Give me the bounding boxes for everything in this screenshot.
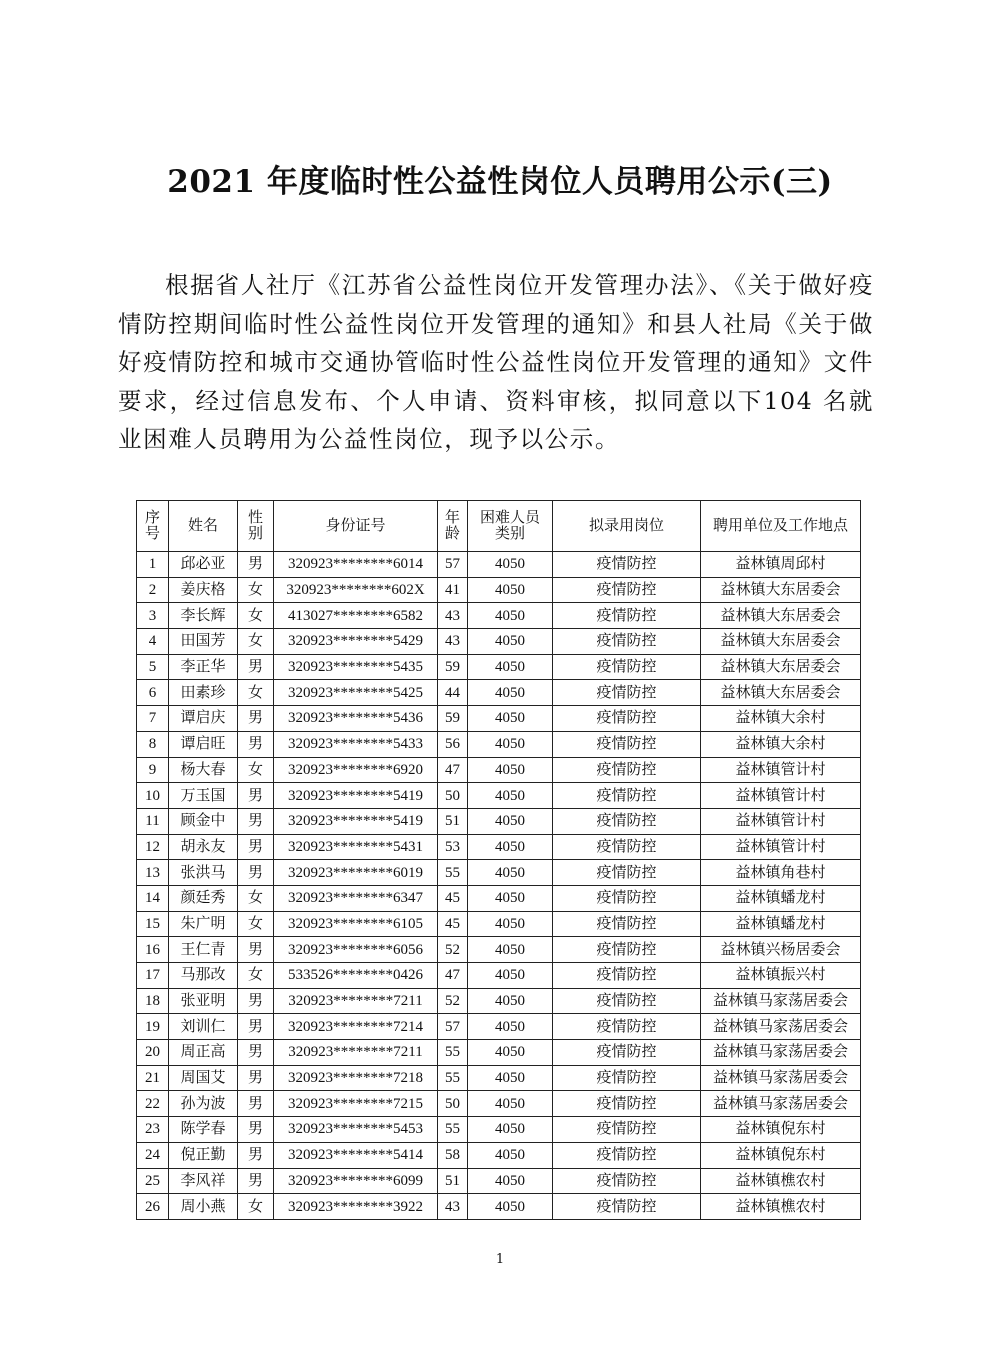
cell-index: 16 bbox=[137, 937, 169, 963]
cell-employer: 益林镇管计村 bbox=[701, 783, 861, 809]
cell-category: 4050 bbox=[468, 911, 553, 937]
cell-gender: 男 bbox=[238, 834, 274, 860]
cell-id-number: 320923********5419 bbox=[274, 808, 438, 834]
cell-position: 疫情防控 bbox=[553, 603, 701, 629]
cell-index: 4 bbox=[137, 629, 169, 655]
cell-employer: 益林镇大东居委会 bbox=[701, 654, 861, 680]
cell-employer: 益林镇樵农村 bbox=[701, 1194, 861, 1220]
cell-index: 23 bbox=[137, 1117, 169, 1143]
cell-position: 疫情防控 bbox=[553, 629, 701, 655]
cell-category: 4050 bbox=[468, 808, 553, 834]
cell-id-number: 320923********5433 bbox=[274, 731, 438, 757]
table-row bbox=[137, 808, 861, 834]
table-row bbox=[137, 1168, 861, 1194]
cell-age: 50 bbox=[438, 1091, 468, 1117]
cell-index: 9 bbox=[137, 757, 169, 783]
table-row bbox=[137, 1091, 861, 1117]
cell-category: 4050 bbox=[468, 834, 553, 860]
cell-id-number: 320923********7215 bbox=[274, 1091, 438, 1117]
cell-index: 20 bbox=[137, 1040, 169, 1066]
table-row bbox=[137, 577, 861, 603]
cell-category: 4050 bbox=[468, 783, 553, 809]
cell-category: 4050 bbox=[468, 1091, 553, 1117]
cell-gender: 女 bbox=[238, 680, 274, 706]
cell-age: 56 bbox=[438, 731, 468, 757]
cell-age: 47 bbox=[438, 963, 468, 989]
cell-age: 53 bbox=[438, 834, 468, 860]
cell-index: 15 bbox=[137, 911, 169, 937]
cell-gender: 男 bbox=[238, 654, 274, 680]
cell-employer: 益林镇兴杨居委会 bbox=[701, 937, 861, 963]
cell-gender: 女 bbox=[238, 885, 274, 911]
cell-name: 姜庆格 bbox=[169, 577, 238, 603]
cell-employer: 益林镇大东居委会 bbox=[701, 680, 861, 706]
personnel-table bbox=[136, 500, 861, 1220]
table-row bbox=[137, 963, 861, 989]
cell-position: 疫情防控 bbox=[553, 757, 701, 783]
cell-name: 田素珍 bbox=[169, 680, 238, 706]
table-row bbox=[137, 757, 861, 783]
cell-category: 4050 bbox=[468, 1194, 553, 1220]
cell-category: 4050 bbox=[468, 963, 553, 989]
cell-name: 刘训仁 bbox=[169, 1014, 238, 1040]
cell-age: 43 bbox=[438, 1194, 468, 1220]
cell-index: 22 bbox=[137, 1091, 169, 1117]
cell-index: 3 bbox=[137, 603, 169, 629]
cell-position: 疫情防控 bbox=[553, 731, 701, 757]
cell-age: 51 bbox=[438, 808, 468, 834]
cell-id-number: 533526********0426 bbox=[274, 963, 438, 989]
cell-name: 谭启旺 bbox=[169, 731, 238, 757]
cell-age: 58 bbox=[438, 1142, 468, 1168]
cell-position: 疫情防控 bbox=[553, 680, 701, 706]
cell-name: 周小燕 bbox=[169, 1194, 238, 1220]
cell-category: 4050 bbox=[468, 1117, 553, 1143]
cell-category: 4050 bbox=[468, 577, 553, 603]
cell-age: 57 bbox=[438, 1014, 468, 1040]
cell-name: 王仁青 bbox=[169, 937, 238, 963]
cell-name: 李正华 bbox=[169, 654, 238, 680]
cell-category: 4050 bbox=[468, 603, 553, 629]
cell-age: 59 bbox=[438, 706, 468, 732]
cell-category: 4050 bbox=[468, 731, 553, 757]
table-row bbox=[137, 834, 861, 860]
cell-position: 疫情防控 bbox=[553, 860, 701, 886]
cell-gender: 女 bbox=[238, 629, 274, 655]
cell-employer: 益林镇倪东村 bbox=[701, 1142, 861, 1168]
cell-category: 4050 bbox=[468, 1040, 553, 1066]
table-row bbox=[137, 988, 861, 1014]
cell-position: 疫情防控 bbox=[553, 1040, 701, 1066]
cell-index: 12 bbox=[137, 834, 169, 860]
cell-name: 谭启庆 bbox=[169, 706, 238, 732]
cell-name: 孙为波 bbox=[169, 1091, 238, 1117]
header-employer: 聘用单位及工作地点 bbox=[701, 501, 861, 552]
cell-gender: 男 bbox=[238, 988, 274, 1014]
cell-position: 疫情防控 bbox=[553, 808, 701, 834]
cell-index: 5 bbox=[137, 654, 169, 680]
cell-name: 胡永友 bbox=[169, 834, 238, 860]
cell-name: 李长辉 bbox=[169, 603, 238, 629]
cell-position: 疫情防控 bbox=[553, 552, 701, 578]
notice-paragraph: 根据省人社厅《江苏省公益性岗位开发管理办法》、《关于做好疫情防控期间临时性公益性岗位开发管理的通知》和县人社局《关于做好疫情防控和城市交通协管临时性公益性岗位开发管理的通知》文件要求，经过信息发布、个人申请、资料审核，拟同意以下104 名就业困难人员聘用为公益性岗位，现予以公示。 bbox=[118, 271, 874, 453]
cell-name: 顾金中 bbox=[169, 808, 238, 834]
cell-category: 4050 bbox=[468, 706, 553, 732]
cell-index: 11 bbox=[137, 808, 169, 834]
header-position: 拟录用岗位 bbox=[553, 501, 701, 552]
cell-index: 24 bbox=[137, 1142, 169, 1168]
cell-index: 21 bbox=[137, 1065, 169, 1091]
cell-age: 43 bbox=[438, 629, 468, 655]
cell-id-number: 320923********5431 bbox=[274, 834, 438, 860]
cell-employer: 益林镇角巷村 bbox=[701, 860, 861, 886]
cell-age: 41 bbox=[438, 577, 468, 603]
cell-index: 8 bbox=[137, 731, 169, 757]
table-row bbox=[137, 860, 861, 886]
cell-id-number: 320923********6347 bbox=[274, 885, 438, 911]
cell-position: 疫情防控 bbox=[553, 1168, 701, 1194]
cell-employer: 益林镇马家荡居委会 bbox=[701, 1040, 861, 1066]
cell-position: 疫情防控 bbox=[553, 1194, 701, 1220]
cell-name: 李风祥 bbox=[169, 1168, 238, 1194]
cell-employer: 益林镇大东居委会 bbox=[701, 603, 861, 629]
cell-id-number: 320923********5425 bbox=[274, 680, 438, 706]
cell-gender: 男 bbox=[238, 808, 274, 834]
cell-id-number: 320923********6099 bbox=[274, 1168, 438, 1194]
cell-id-number: 320923********6105 bbox=[274, 911, 438, 937]
table-row bbox=[137, 1014, 861, 1040]
cell-position: 疫情防控 bbox=[553, 1142, 701, 1168]
cell-age: 55 bbox=[438, 1065, 468, 1091]
cell-employer: 益林镇倪东村 bbox=[701, 1117, 861, 1143]
table-row bbox=[137, 885, 861, 911]
cell-id-number: 320923********5436 bbox=[274, 706, 438, 732]
cell-gender: 女 bbox=[238, 603, 274, 629]
table-row bbox=[137, 911, 861, 937]
cell-position: 疫情防控 bbox=[553, 654, 701, 680]
cell-id-number: 320923********5419 bbox=[274, 783, 438, 809]
cell-id-number: 320923********5414 bbox=[274, 1142, 438, 1168]
cell-name: 周正高 bbox=[169, 1040, 238, 1066]
table-row bbox=[137, 1065, 861, 1091]
header-name: 姓名 bbox=[169, 501, 238, 552]
table-row bbox=[137, 1117, 861, 1143]
cell-name: 倪正勤 bbox=[169, 1142, 238, 1168]
cell-age: 43 bbox=[438, 603, 468, 629]
cell-age: 44 bbox=[438, 680, 468, 706]
cell-gender: 男 bbox=[238, 1040, 274, 1066]
cell-index: 1 bbox=[137, 552, 169, 578]
cell-category: 4050 bbox=[468, 860, 553, 886]
table-row bbox=[137, 731, 861, 757]
cell-position: 疫情防控 bbox=[553, 1091, 701, 1117]
cell-name: 颜廷秀 bbox=[169, 885, 238, 911]
cell-position: 疫情防控 bbox=[553, 706, 701, 732]
cell-index: 14 bbox=[137, 885, 169, 911]
cell-category: 4050 bbox=[468, 629, 553, 655]
cell-age: 45 bbox=[438, 885, 468, 911]
cell-age: 55 bbox=[438, 1117, 468, 1143]
cell-employer: 益林镇大余村 bbox=[701, 731, 861, 757]
cell-age: 57 bbox=[438, 552, 468, 578]
cell-category: 4050 bbox=[468, 988, 553, 1014]
cell-id-number: 320923********6056 bbox=[274, 937, 438, 963]
cell-age: 50 bbox=[438, 783, 468, 809]
cell-id-number: 320923********5453 bbox=[274, 1117, 438, 1143]
cell-gender: 男 bbox=[238, 1091, 274, 1117]
cell-name: 张亚明 bbox=[169, 988, 238, 1014]
cell-gender: 男 bbox=[238, 783, 274, 809]
cell-gender: 男 bbox=[238, 1168, 274, 1194]
cell-category: 4050 bbox=[468, 1142, 553, 1168]
cell-employer: 益林镇马家荡居委会 bbox=[701, 1014, 861, 1040]
cell-age: 47 bbox=[438, 757, 468, 783]
cell-category: 4050 bbox=[468, 1014, 553, 1040]
cell-index: 10 bbox=[137, 783, 169, 809]
cell-name: 张洪马 bbox=[169, 860, 238, 886]
cell-category: 4050 bbox=[468, 937, 553, 963]
table-row bbox=[137, 654, 861, 680]
table-header-row bbox=[137, 501, 861, 552]
cell-index: 17 bbox=[137, 963, 169, 989]
cell-position: 疫情防控 bbox=[553, 783, 701, 809]
cell-employer: 益林镇周邱村 bbox=[701, 552, 861, 578]
cell-gender: 女 bbox=[238, 963, 274, 989]
cell-position: 疫情防控 bbox=[553, 885, 701, 911]
cell-gender: 女 bbox=[238, 911, 274, 937]
cell-id-number: 320923********6019 bbox=[274, 860, 438, 886]
cell-age: 52 bbox=[438, 937, 468, 963]
table-row bbox=[137, 937, 861, 963]
cell-position: 疫情防控 bbox=[553, 963, 701, 989]
cell-id-number: 320923********5435 bbox=[274, 654, 438, 680]
cell-employer: 益林镇大东居委会 bbox=[701, 629, 861, 655]
cell-employer: 益林镇马家荡居委会 bbox=[701, 988, 861, 1014]
cell-age: 51 bbox=[438, 1168, 468, 1194]
cell-gender: 男 bbox=[238, 860, 274, 886]
cell-index: 6 bbox=[137, 680, 169, 706]
cell-position: 疫情防控 bbox=[553, 577, 701, 603]
table-row bbox=[137, 1142, 861, 1168]
cell-category: 4050 bbox=[468, 885, 553, 911]
cell-position: 疫情防控 bbox=[553, 1117, 701, 1143]
table-row bbox=[137, 1040, 861, 1066]
cell-index: 25 bbox=[137, 1168, 169, 1194]
cell-position: 疫情防控 bbox=[553, 937, 701, 963]
cell-index: 26 bbox=[137, 1194, 169, 1220]
cell-name: 万玉国 bbox=[169, 783, 238, 809]
cell-name: 朱广明 bbox=[169, 911, 238, 937]
cell-id-number: 413027********6582 bbox=[274, 603, 438, 629]
page-number: 1 bbox=[495, 1252, 505, 1267]
cell-gender: 男 bbox=[238, 1142, 274, 1168]
cell-employer: 益林镇樵农村 bbox=[701, 1168, 861, 1194]
cell-name: 田国芳 bbox=[169, 629, 238, 655]
cell-age: 59 bbox=[438, 654, 468, 680]
table-row bbox=[137, 603, 861, 629]
table-row bbox=[137, 680, 861, 706]
header-gender: 性别 bbox=[238, 501, 274, 552]
table-row bbox=[137, 1194, 861, 1220]
cell-employer: 益林镇马家荡居委会 bbox=[701, 1091, 861, 1117]
cell-id-number: 320923********6014 bbox=[274, 552, 438, 578]
cell-employer: 益林镇管计村 bbox=[701, 834, 861, 860]
cell-id-number: 320923********7218 bbox=[274, 1065, 438, 1091]
cell-index: 13 bbox=[137, 860, 169, 886]
cell-gender: 男 bbox=[238, 1117, 274, 1143]
cell-position: 疫情防控 bbox=[553, 988, 701, 1014]
table-row bbox=[137, 783, 861, 809]
cell-gender: 男 bbox=[238, 731, 274, 757]
cell-id-number: 320923********7211 bbox=[274, 1040, 438, 1066]
cell-index: 19 bbox=[137, 1014, 169, 1040]
table-row bbox=[137, 629, 861, 655]
cell-age: 52 bbox=[438, 988, 468, 1014]
cell-gender: 女 bbox=[238, 757, 274, 783]
table-row bbox=[137, 706, 861, 732]
cell-age: 45 bbox=[438, 911, 468, 937]
cell-id-number: 320923********6920 bbox=[274, 757, 438, 783]
cell-id-number: 320923********7211 bbox=[274, 988, 438, 1014]
cell-employer: 益林镇振兴村 bbox=[701, 963, 861, 989]
cell-employer: 益林镇马家荡居委会 bbox=[701, 1065, 861, 1091]
cell-id-number: 320923********7214 bbox=[274, 1014, 438, 1040]
cell-name: 陈学春 bbox=[169, 1117, 238, 1143]
cell-position: 疫情防控 bbox=[553, 1065, 701, 1091]
header-age: 年龄 bbox=[438, 501, 468, 552]
cell-gender: 男 bbox=[238, 706, 274, 732]
cell-name: 马那改 bbox=[169, 963, 238, 989]
cell-employer: 益林镇蟠龙村 bbox=[701, 885, 861, 911]
cell-id-number: 320923********5429 bbox=[274, 629, 438, 655]
cell-employer: 益林镇管计村 bbox=[701, 808, 861, 834]
cell-position: 疫情防控 bbox=[553, 834, 701, 860]
table-row bbox=[137, 552, 861, 578]
cell-index: 2 bbox=[137, 577, 169, 603]
cell-position: 疫情防控 bbox=[553, 1014, 701, 1040]
header-index: 序号 bbox=[137, 501, 169, 552]
cell-gender: 男 bbox=[238, 552, 274, 578]
cell-category: 4050 bbox=[468, 1168, 553, 1194]
cell-category: 4050 bbox=[468, 680, 553, 706]
cell-age: 55 bbox=[438, 860, 468, 886]
cell-category: 4050 bbox=[468, 1065, 553, 1091]
cell-gender: 男 bbox=[238, 1065, 274, 1091]
cell-employer: 益林镇管计村 bbox=[701, 757, 861, 783]
cell-index: 18 bbox=[137, 988, 169, 1014]
cell-employer: 益林镇大东居委会 bbox=[701, 577, 861, 603]
cell-category: 4050 bbox=[468, 654, 553, 680]
cell-category: 4050 bbox=[468, 757, 553, 783]
cell-gender: 女 bbox=[238, 577, 274, 603]
header-id-number: 身份证号 bbox=[274, 501, 438, 552]
document-title: 2021 年度临时性公益性岗位人员聘用公示(三) bbox=[167, 164, 833, 200]
cell-employer: 益林镇蟠龙村 bbox=[701, 911, 861, 937]
cell-gender: 女 bbox=[238, 1194, 274, 1220]
cell-name: 邱必亚 bbox=[169, 552, 238, 578]
cell-employer: 益林镇大余村 bbox=[701, 706, 861, 732]
cell-id-number: 320923********602X bbox=[274, 577, 438, 603]
cell-age: 55 bbox=[438, 1040, 468, 1066]
cell-gender: 男 bbox=[238, 937, 274, 963]
cell-name: 杨大春 bbox=[169, 757, 238, 783]
cell-category: 4050 bbox=[468, 552, 553, 578]
cell-position: 疫情防控 bbox=[553, 911, 701, 937]
cell-index: 7 bbox=[137, 706, 169, 732]
header-category: 困难人员类别 bbox=[468, 501, 553, 552]
cell-id-number: 320923********3922 bbox=[274, 1194, 438, 1220]
cell-gender: 男 bbox=[238, 1014, 274, 1040]
cell-name: 周国艾 bbox=[169, 1065, 238, 1091]
